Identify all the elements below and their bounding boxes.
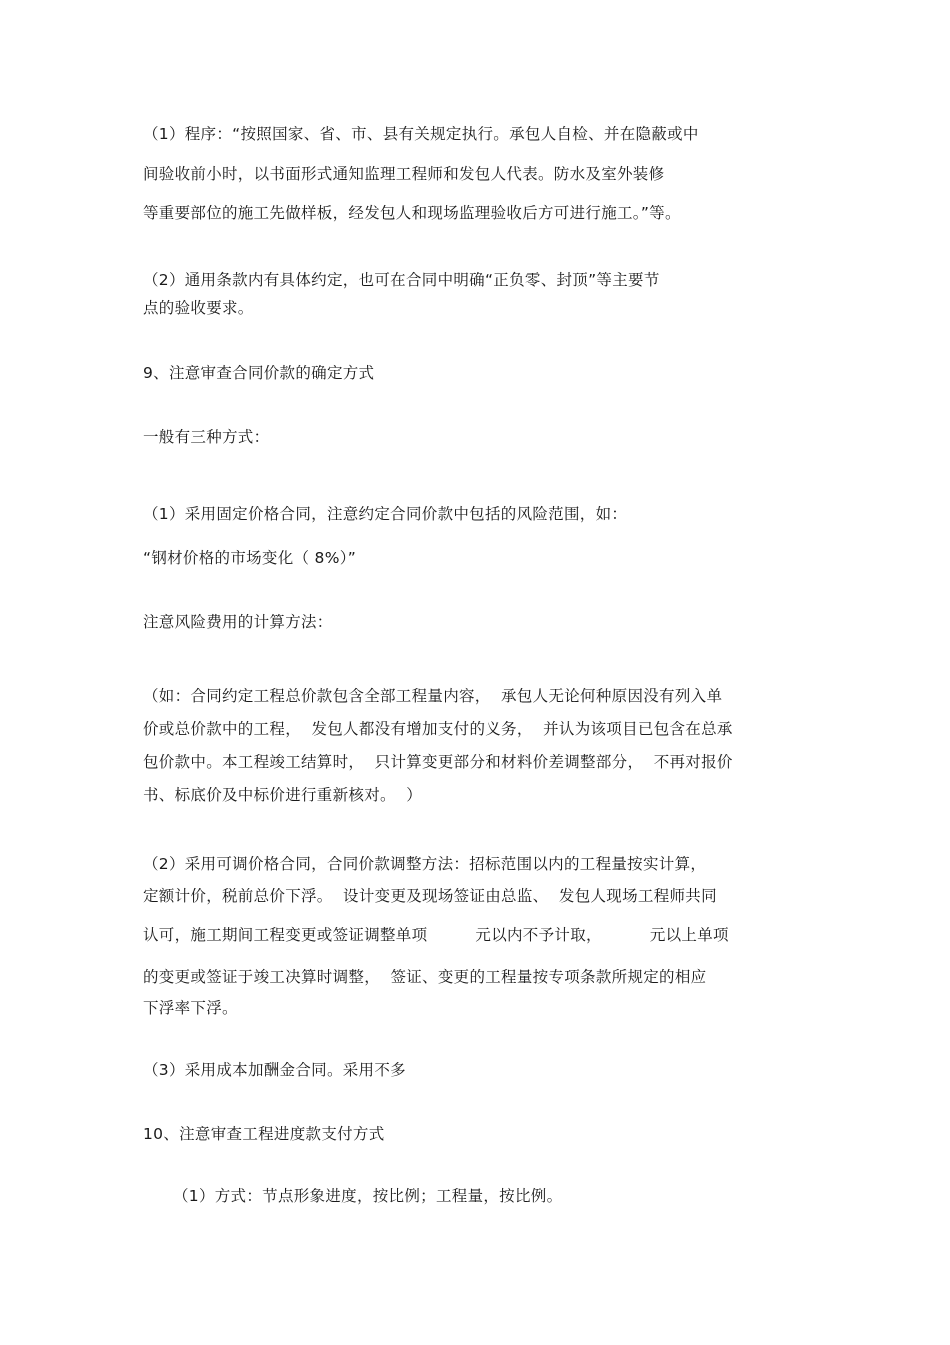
- text-line: （如：合同约定工程总价款包含全部工程量内容， 承包人无论何种原因没有列入单: [143, 687, 723, 705]
- text-line: 点的验收要求。: [143, 299, 254, 317]
- text-line: 价或总价款中的工程， 发包人都没有增加支付的义务， 并认为该项目已包含在总承: [143, 720, 733, 738]
- text-line: 包价款中。本工程竣工结算时， 只计算变更部分和材料价差调整部分， 不再对报价: [143, 753, 733, 771]
- text-line: （2）通用条款内有具体约定，也可在合同中明确“正负零、封顶”等主要节: [143, 271, 660, 289]
- text-line: 的变更或签证于竣工决算时调整， 签证、变更的工程量按专项条款所规定的相应: [143, 968, 707, 986]
- text-line: （1）程序：“按照国家、省、市、县有关规定执行。承包人自检、并在隐蔽或中: [143, 125, 699, 143]
- text-line: （1）采用固定价格合同，注意约定合同价款中包括的风险范围，如：: [143, 505, 628, 523]
- text-line-with-blanks: 认可，施工期间工程变更或签证调整单项 元以内不予计取， 元以上单项: [143, 926, 729, 944]
- text-line: 等重要部位的施工先做样板，经发包人和现场监理验收后方可进行施工。”等。: [143, 204, 681, 222]
- text-line: 间验收前小时，以书面形式通知监理工程师和发包人代表。防水及室外装修: [143, 165, 665, 183]
- text-line: 下浮率下浮。: [143, 999, 238, 1017]
- text-line: 书、标底价及中标价进行重新核对。 ）: [143, 786, 423, 804]
- text-line: （1）方式：节点形象进度，按比例；工程量，按比例。: [173, 1187, 563, 1205]
- section-heading: 10、注意审查工程进度款支付方式: [143, 1125, 385, 1143]
- text-line: “钢材价格的市场变化（ 8%）”: [143, 549, 357, 567]
- section-heading: 9、注意审查合同价款的确定方式: [143, 364, 375, 382]
- text-line: 注意风险费用的计算方法：: [143, 613, 333, 631]
- text-line: 定额计价，税前总价下浮。 设计变更及现场签证由总监、 发包人现场工程师共同: [143, 887, 717, 905]
- text-line: 一般有三种方式：: [143, 428, 270, 446]
- text-line: （2）采用可调价格合同，合同价款调整方法：招标范围以内的工程量按实计算，: [143, 855, 707, 873]
- text-line: （3）采用成本加酬金合同。采用不多: [143, 1061, 406, 1079]
